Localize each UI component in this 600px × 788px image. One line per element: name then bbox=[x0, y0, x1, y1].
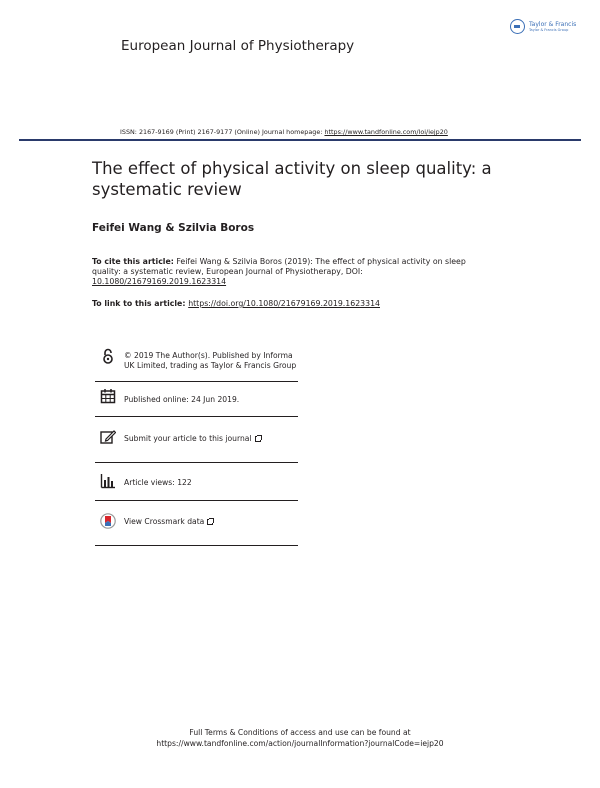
list-item-submit[interactable] bbox=[95, 417, 298, 463]
license-text: © 2019 The Author(s). Published by Informa UK Limited, trading as Taylor & Francis Group bbox=[124, 351, 297, 370]
header-divider bbox=[19, 139, 581, 141]
list-item-views bbox=[95, 463, 298, 501]
journal-title: European Journal of Physiotherapy bbox=[121, 38, 355, 54]
logo-circle-icon bbox=[510, 19, 525, 34]
external-link-icon bbox=[207, 519, 213, 525]
crossmark-link[interactable] bbox=[124, 517, 299, 527]
article-title: The effect of physical activity on sleep quality: a systematic review bbox=[92, 159, 492, 199]
open-access-icon bbox=[100, 348, 116, 364]
logo-subtext: Taylor & Francis Group bbox=[529, 27, 569, 32]
publisher-logo[interactable] bbox=[510, 16, 584, 36]
terms-footer bbox=[0, 727, 600, 749]
doi-link[interactable]: 10.1080/21679169.2019.1623314 bbox=[92, 277, 227, 286]
citation-block bbox=[92, 257, 472, 287]
crossmark-label: View Crossmark data bbox=[124, 517, 205, 526]
journal-information-link[interactable]: https://www.tandfonline.com/action/journalInformation?journalCode=iejp20 bbox=[156, 739, 444, 748]
terms-text: Full Terms & Conditions of access and use can be found at bbox=[189, 728, 411, 737]
list-item-crossmark[interactable] bbox=[95, 501, 298, 546]
external-link-icon bbox=[255, 436, 261, 442]
journal-homepage-link[interactable]: https://www.tandfonline.com/loi/iejp20 bbox=[324, 128, 448, 136]
citation-label: To cite this article: bbox=[92, 257, 174, 266]
edit-icon bbox=[100, 429, 116, 445]
link-label: To link to this article: bbox=[92, 299, 189, 308]
logo-text: Taylor & Francis bbox=[529, 20, 577, 28]
submit-article-label: Submit your article to this journal bbox=[124, 434, 252, 443]
calendar-icon bbox=[100, 388, 116, 404]
citation-text: Feifei Wang & Szilvia Boros (2019): The effect of physical activity on sleep quality: a systematic review, European Journal of Physiotherapy, DOI: bbox=[92, 257, 466, 276]
article-link-block bbox=[92, 299, 380, 308]
article-doi-url[interactable]: https://doi.org/10.1080/21679169.2019.1623314 bbox=[188, 299, 380, 308]
bar-chart-icon bbox=[100, 473, 116, 489]
published-date: Published online: 24 Jun 2019. bbox=[124, 395, 240, 404]
list-item-published bbox=[95, 382, 298, 417]
crossmark-icon bbox=[100, 513, 116, 529]
issn-line bbox=[120, 128, 448, 136]
article-authors: Feifei Wang & Szilvia Boros bbox=[92, 222, 255, 234]
submit-article-link[interactable] bbox=[124, 434, 299, 444]
list-item-license bbox=[95, 344, 298, 382]
article-views: Article views: 122 bbox=[124, 478, 192, 487]
issn-text: ISSN: 2167-9169 (Print) 2167-9177 (Online) Journal homepage: bbox=[120, 128, 325, 136]
article-info-list bbox=[95, 344, 298, 546]
